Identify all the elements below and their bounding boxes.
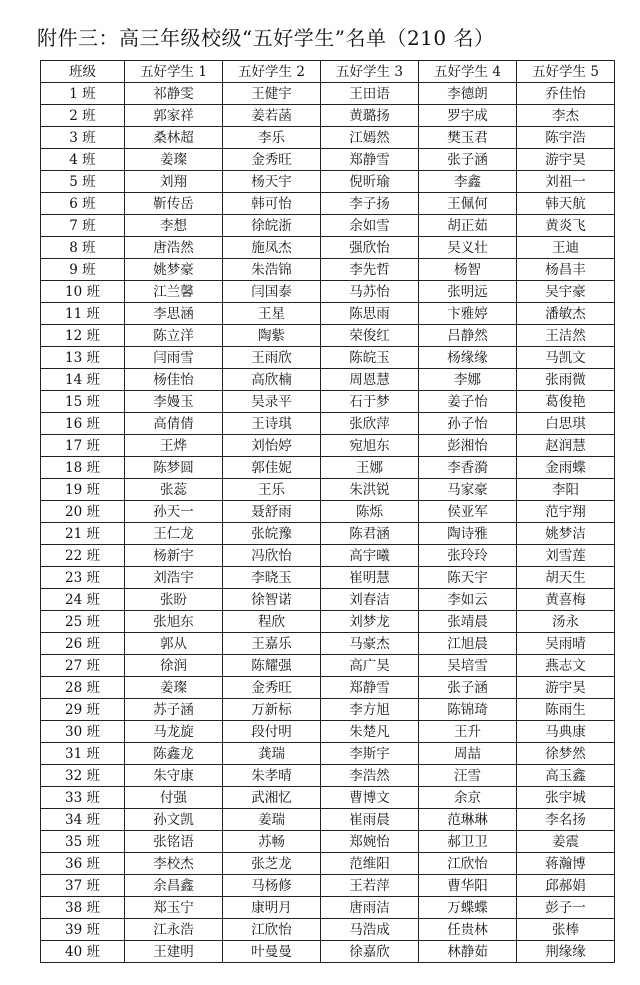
student-3-cell: 石于梦 [321, 391, 419, 413]
student-2-cell: 徐皖浙 [223, 215, 321, 237]
table-row [41, 193, 615, 215]
student-2-cell: 聂舒雨 [223, 501, 321, 523]
student-1-cell: 余昌鑫 [125, 875, 223, 897]
student-2-cell: 吴录平 [223, 391, 321, 413]
student-2-cell: 陶紫 [223, 325, 321, 347]
student-1-cell: 杨佳怡 [125, 369, 223, 391]
student-1-cell: 靳传岳 [125, 193, 223, 215]
class-cell: 9 班 [41, 259, 125, 281]
table-row [41, 589, 615, 611]
student-4-cell: 李如云 [419, 589, 517, 611]
class-cell: 40 班 [41, 941, 125, 963]
student-4-cell: 张子涵 [419, 149, 517, 171]
table-row [41, 787, 615, 809]
student-2-cell: 万新标 [223, 699, 321, 721]
table-row [41, 501, 615, 523]
student-2-cell: 马杨修 [223, 875, 321, 897]
student-3-cell: 王田语 [321, 83, 419, 105]
student-4-cell: 马家豪 [419, 479, 517, 501]
student-3-cell: 王娜 [321, 457, 419, 479]
student-3-cell: 马浩成 [321, 919, 419, 941]
student-3-cell: 王若萍 [321, 875, 419, 897]
student-1-cell: 李思涵 [125, 303, 223, 325]
table-row [41, 897, 615, 919]
student-4-cell: 林静茹 [419, 941, 517, 963]
student-5-cell: 范宇翔 [517, 501, 615, 523]
student-2-cell: 王星 [223, 303, 321, 325]
student-3-cell: 崔雨晨 [321, 809, 419, 831]
table-row [41, 435, 615, 457]
student-1-cell: 郭从 [125, 633, 223, 655]
header-student-2: 五好学生 2 [223, 61, 321, 83]
student-2-cell: 武湘忆 [223, 787, 321, 809]
student-1-cell: 高倩倩 [125, 413, 223, 435]
student-1-cell: 张铭语 [125, 831, 223, 853]
table-row [41, 853, 615, 875]
table-row [41, 369, 615, 391]
student-2-cell: 张皖豫 [223, 523, 321, 545]
student-2-cell: 苏畅 [223, 831, 321, 853]
class-cell: 3 班 [41, 127, 125, 149]
student-4-cell: 孙子怡 [419, 413, 517, 435]
table-row [41, 127, 615, 149]
class-cell: 37 班 [41, 875, 125, 897]
student-1-cell: 马龙旋 [125, 721, 223, 743]
student-1-cell: 闫雨雪 [125, 347, 223, 369]
student-1-cell: 祁静雯 [125, 83, 223, 105]
student-2-cell: 江欣怡 [223, 919, 321, 941]
student-3-cell: 郑静雪 [321, 677, 419, 699]
student-1-cell: 桑林超 [125, 127, 223, 149]
student-4-cell: 侯亚军 [419, 501, 517, 523]
student-2-cell: 李乐 [223, 127, 321, 149]
student-3-cell: 曹博文 [321, 787, 419, 809]
student-4-cell: 李鑫 [419, 171, 517, 193]
student-3-cell: 李先哲 [321, 259, 419, 281]
student-3-cell: 周恩慧 [321, 369, 419, 391]
student-1-cell: 刘浩宇 [125, 567, 223, 589]
student-4-cell: 罗宇成 [419, 105, 517, 127]
class-cell: 25 班 [41, 611, 125, 633]
class-cell: 23 班 [41, 567, 125, 589]
student-3-cell: 陈烁 [321, 501, 419, 523]
table-row [41, 655, 615, 677]
class-cell: 15 班 [41, 391, 125, 413]
student-1-cell: 张蕊 [125, 479, 223, 501]
class-cell: 11 班 [41, 303, 125, 325]
student-4-cell: 王升 [419, 721, 517, 743]
student-5-cell: 姜震 [517, 831, 615, 853]
student-4-cell: 杨缘缘 [419, 347, 517, 369]
student-5-cell: 荆缘缘 [517, 941, 615, 963]
table-row [41, 413, 615, 435]
student-1-cell: 唐浩然 [125, 237, 223, 259]
class-cell: 24 班 [41, 589, 125, 611]
class-cell: 28 班 [41, 677, 125, 699]
class-cell: 18 班 [41, 457, 125, 479]
class-cell: 21 班 [41, 523, 125, 545]
table-row [41, 303, 615, 325]
student-2-cell: 冯欣怡 [223, 545, 321, 567]
student-5-cell: 韩天航 [517, 193, 615, 215]
student-4-cell: 杨智 [419, 259, 517, 281]
student-3-cell: 荣俊红 [321, 325, 419, 347]
table-row [41, 83, 615, 105]
student-1-cell: 李嫚玉 [125, 391, 223, 413]
student-5-cell: 金雨蝶 [517, 457, 615, 479]
student-3-cell: 马豪杰 [321, 633, 419, 655]
class-cell: 31 班 [41, 743, 125, 765]
student-4-cell: 汪雪 [419, 765, 517, 787]
header-student-5: 五好学生 5 [517, 61, 615, 83]
student-5-cell: 潘敏杰 [517, 303, 615, 325]
student-1-cell: 江永浩 [125, 919, 223, 941]
table-row [41, 171, 615, 193]
student-5-cell: 杨昌丰 [517, 259, 615, 281]
student-3-cell: 倪昕瑜 [321, 171, 419, 193]
student-4-cell: 吕静然 [419, 325, 517, 347]
table-row [41, 347, 615, 369]
student-2-cell: 郭佳妮 [223, 457, 321, 479]
table-row [41, 325, 615, 347]
student-3-cell: 郑婉怡 [321, 831, 419, 853]
table-row [41, 479, 615, 501]
student-3-cell: 李斯宇 [321, 743, 419, 765]
student-5-cell: 李阳 [517, 479, 615, 501]
student-3-cell: 崔明慧 [321, 567, 419, 589]
class-cell: 30 班 [41, 721, 125, 743]
student-4-cell: 胡正茹 [419, 215, 517, 237]
student-5-cell: 徐梦然 [517, 743, 615, 765]
student-2-cell: 张芝龙 [223, 853, 321, 875]
header-student-1: 五好学生 1 [125, 61, 223, 83]
student-1-cell: 王建明 [125, 941, 223, 963]
class-cell: 27 班 [41, 655, 125, 677]
student-5-cell: 游宇昊 [517, 677, 615, 699]
student-1-cell: 张盼 [125, 589, 223, 611]
student-4-cell: 郝卫卫 [419, 831, 517, 853]
student-5-cell: 汤永 [517, 611, 615, 633]
student-2-cell: 李晓玉 [223, 567, 321, 589]
table-row [41, 633, 615, 655]
student-4-cell: 曹华阳 [419, 875, 517, 897]
student-3-cell: 强欣怡 [321, 237, 419, 259]
table-row [41, 919, 615, 941]
table-row [41, 215, 615, 237]
student-3-cell: 李浩然 [321, 765, 419, 787]
student-3-cell: 朱楚凡 [321, 721, 419, 743]
student-4-cell: 张明远 [419, 281, 517, 303]
student-5-cell: 吴雨晴 [517, 633, 615, 655]
student-2-cell: 韩可怡 [223, 193, 321, 215]
student-1-cell: 郭家祥 [125, 105, 223, 127]
class-cell: 29 班 [41, 699, 125, 721]
class-cell: 14 班 [41, 369, 125, 391]
class-cell: 8 班 [41, 237, 125, 259]
student-4-cell: 李娜 [419, 369, 517, 391]
student-4-cell: 范琳琳 [419, 809, 517, 831]
student-4-cell: 陶诗雅 [419, 523, 517, 545]
class-cell: 6 班 [41, 193, 125, 215]
student-3-cell: 高宇曦 [321, 545, 419, 567]
student-5-cell: 刘雪莲 [517, 545, 615, 567]
student-1-cell: 郑玉宁 [125, 897, 223, 919]
table-row [41, 567, 615, 589]
student-5-cell: 葛俊艳 [517, 391, 615, 413]
student-2-cell: 王诗琪 [223, 413, 321, 435]
student-1-cell: 姚梦豪 [125, 259, 223, 281]
student-5-cell: 吴宇豪 [517, 281, 615, 303]
student-2-cell: 朱浩锦 [223, 259, 321, 281]
class-cell: 12 班 [41, 325, 125, 347]
student-5-cell: 张雨微 [517, 369, 615, 391]
student-3-cell: 余如雪 [321, 215, 419, 237]
table-row [41, 743, 615, 765]
table-row [41, 875, 615, 897]
student-5-cell: 白思琪 [517, 413, 615, 435]
header-student-3: 五好学生 3 [321, 61, 419, 83]
student-4-cell: 彭湘怡 [419, 435, 517, 457]
student-1-cell: 刘翔 [125, 171, 223, 193]
student-4-cell: 李香漪 [419, 457, 517, 479]
student-4-cell: 张子涵 [419, 677, 517, 699]
class-cell: 38 班 [41, 897, 125, 919]
class-cell: 17 班 [41, 435, 125, 457]
class-cell: 16 班 [41, 413, 125, 435]
student-1-cell: 朱守康 [125, 765, 223, 787]
table-row [41, 259, 615, 281]
student-2-cell: 叶曼曼 [223, 941, 321, 963]
table-body [41, 83, 615, 963]
table-row [41, 809, 615, 831]
student-4-cell: 吴义壮 [419, 237, 517, 259]
table-row [41, 391, 615, 413]
student-3-cell: 陈皖玉 [321, 347, 419, 369]
student-5-cell: 姚梦洁 [517, 523, 615, 545]
table-row [41, 941, 615, 963]
student-5-cell: 刘祖一 [517, 171, 615, 193]
class-cell: 5 班 [41, 171, 125, 193]
table-row [41, 765, 615, 787]
student-5-cell: 黄喜梅 [517, 589, 615, 611]
student-4-cell: 陈天宇 [419, 567, 517, 589]
student-3-cell: 刘梦龙 [321, 611, 419, 633]
student-5-cell: 马典康 [517, 721, 615, 743]
table-row [41, 523, 615, 545]
header-class: 班级 [41, 61, 125, 83]
student-4-cell: 万蝶蝶 [419, 897, 517, 919]
document-title: 附件三：高三年级校级“五好学生”名单（210 名） [37, 26, 495, 50]
table-row [41, 831, 615, 853]
class-cell: 26 班 [41, 633, 125, 655]
student-5-cell: 王迪 [517, 237, 615, 259]
student-3-cell: 范维阳 [321, 853, 419, 875]
student-3-cell: 朱洪锐 [321, 479, 419, 501]
class-cell: 36 班 [41, 853, 125, 875]
student-5-cell: 张棒 [517, 919, 615, 941]
student-2-cell: 姜瑞 [223, 809, 321, 831]
student-3-cell: 郑静雪 [321, 149, 419, 171]
student-5-cell: 黄炎飞 [517, 215, 615, 237]
student-5-cell: 燕志文 [517, 655, 615, 677]
table-row [41, 457, 615, 479]
student-2-cell: 闫国泰 [223, 281, 321, 303]
student-3-cell: 江嫣然 [321, 127, 419, 149]
student-5-cell: 胡天生 [517, 567, 615, 589]
class-cell: 10 班 [41, 281, 125, 303]
student-3-cell: 宛旭东 [321, 435, 419, 457]
student-3-cell: 刘春洁 [321, 589, 419, 611]
student-4-cell: 姜子怡 [419, 391, 517, 413]
student-5-cell: 李名扬 [517, 809, 615, 831]
student-1-cell: 李校杰 [125, 853, 223, 875]
student-1-cell: 孙文凯 [125, 809, 223, 831]
student-5-cell: 高玉鑫 [517, 765, 615, 787]
student-2-cell: 康明月 [223, 897, 321, 919]
student-1-cell: 孙天一 [125, 501, 223, 523]
header-student-4: 五好学生 4 [419, 61, 517, 83]
student-4-cell: 樊玉君 [419, 127, 517, 149]
student-3-cell: 黄璐扬 [321, 105, 419, 127]
table-row [41, 237, 615, 259]
student-2-cell: 朱孝晴 [223, 765, 321, 787]
table-row [41, 699, 615, 721]
student-5-cell: 李杰 [517, 105, 615, 127]
student-5-cell: 张宇城 [517, 787, 615, 809]
student-5-cell: 陈雨生 [517, 699, 615, 721]
student-3-cell: 李方旭 [321, 699, 419, 721]
student-2-cell: 金秀旺 [223, 149, 321, 171]
student-4-cell: 卞雅婷 [419, 303, 517, 325]
student-1-cell: 付强 [125, 787, 223, 809]
student-2-cell: 段付明 [223, 721, 321, 743]
student-4-cell: 张靖晨 [419, 611, 517, 633]
student-1-cell: 陈鑫龙 [125, 743, 223, 765]
student-1-cell: 王仁龙 [125, 523, 223, 545]
student-1-cell: 姜璨 [125, 149, 223, 171]
student-1-cell: 王烨 [125, 435, 223, 457]
class-cell: 22 班 [41, 545, 125, 567]
student-2-cell: 姜若菡 [223, 105, 321, 127]
student-2-cell: 陈耀强 [223, 655, 321, 677]
student-2-cell: 杨天宇 [223, 171, 321, 193]
student-5-cell: 邱郝娟 [517, 875, 615, 897]
student-3-cell: 李子扬 [321, 193, 419, 215]
student-1-cell: 陈立洋 [125, 325, 223, 347]
student-2-cell: 王嘉乐 [223, 633, 321, 655]
student-5-cell: 彭子一 [517, 897, 615, 919]
student-4-cell: 周喆 [419, 743, 517, 765]
student-2-cell: 龚瑞 [223, 743, 321, 765]
table-row [41, 149, 615, 171]
student-1-cell: 徐润 [125, 655, 223, 677]
student-2-cell: 金秀旺 [223, 677, 321, 699]
student-2-cell: 施凤杰 [223, 237, 321, 259]
class-cell: 34 班 [41, 809, 125, 831]
class-cell: 35 班 [41, 831, 125, 853]
student-1-cell: 苏子涵 [125, 699, 223, 721]
student-1-cell: 姜璨 [125, 677, 223, 699]
table-row [41, 105, 615, 127]
student-2-cell: 高欣楠 [223, 369, 321, 391]
class-cell: 4 班 [41, 149, 125, 171]
class-cell: 13 班 [41, 347, 125, 369]
student-2-cell: 徐智诺 [223, 589, 321, 611]
student-3-cell: 马苏怡 [321, 281, 419, 303]
student-1-cell: 张旭东 [125, 611, 223, 633]
student-3-cell: 陈思雨 [321, 303, 419, 325]
class-cell: 33 班 [41, 787, 125, 809]
student-2-cell: 刘怡婷 [223, 435, 321, 457]
student-1-cell: 陈梦圆 [125, 457, 223, 479]
class-cell: 19 班 [41, 479, 125, 501]
table-header-row [41, 61, 615, 83]
student-4-cell: 江欣怡 [419, 853, 517, 875]
student-3-cell: 唐雨洁 [321, 897, 419, 919]
student-3-cell: 徐嘉欣 [321, 941, 419, 963]
student-4-cell: 江旭晨 [419, 633, 517, 655]
table-row [41, 611, 615, 633]
student-1-cell: 江兰馨 [125, 281, 223, 303]
student-2-cell: 王雨欣 [223, 347, 321, 369]
class-cell: 2 班 [41, 105, 125, 127]
student-5-cell: 蒋瀚博 [517, 853, 615, 875]
student-2-cell: 王乐 [223, 479, 321, 501]
student-3-cell: 张欣萍 [321, 413, 419, 435]
table-row [41, 281, 615, 303]
class-cell: 1 班 [41, 83, 125, 105]
student-2-cell: 程欣 [223, 611, 321, 633]
student-3-cell: 陈君涵 [321, 523, 419, 545]
student-5-cell: 王洁然 [517, 325, 615, 347]
table-row [41, 721, 615, 743]
student-4-cell: 吴培雪 [419, 655, 517, 677]
class-cell: 7 班 [41, 215, 125, 237]
student-list-table [40, 60, 615, 963]
student-5-cell: 赵润慧 [517, 435, 615, 457]
student-4-cell: 任贵林 [419, 919, 517, 941]
student-3-cell: 高广昊 [321, 655, 419, 677]
student-4-cell: 陈锦琦 [419, 699, 517, 721]
class-cell: 39 班 [41, 919, 125, 941]
table-row [41, 545, 615, 567]
student-4-cell: 李德朗 [419, 83, 517, 105]
class-cell: 20 班 [41, 501, 125, 523]
student-5-cell: 马凯文 [517, 347, 615, 369]
student-1-cell: 杨新宇 [125, 545, 223, 567]
student-4-cell: 张玲玲 [419, 545, 517, 567]
student-4-cell: 王佩何 [419, 193, 517, 215]
student-5-cell: 陈宇浩 [517, 127, 615, 149]
student-1-cell: 李想 [125, 215, 223, 237]
student-2-cell: 王健宇 [223, 83, 321, 105]
student-4-cell: 余京 [419, 787, 517, 809]
student-5-cell: 游宇昊 [517, 149, 615, 171]
class-cell: 32 班 [41, 765, 125, 787]
table-row [41, 677, 615, 699]
student-5-cell: 乔佳怡 [517, 83, 615, 105]
